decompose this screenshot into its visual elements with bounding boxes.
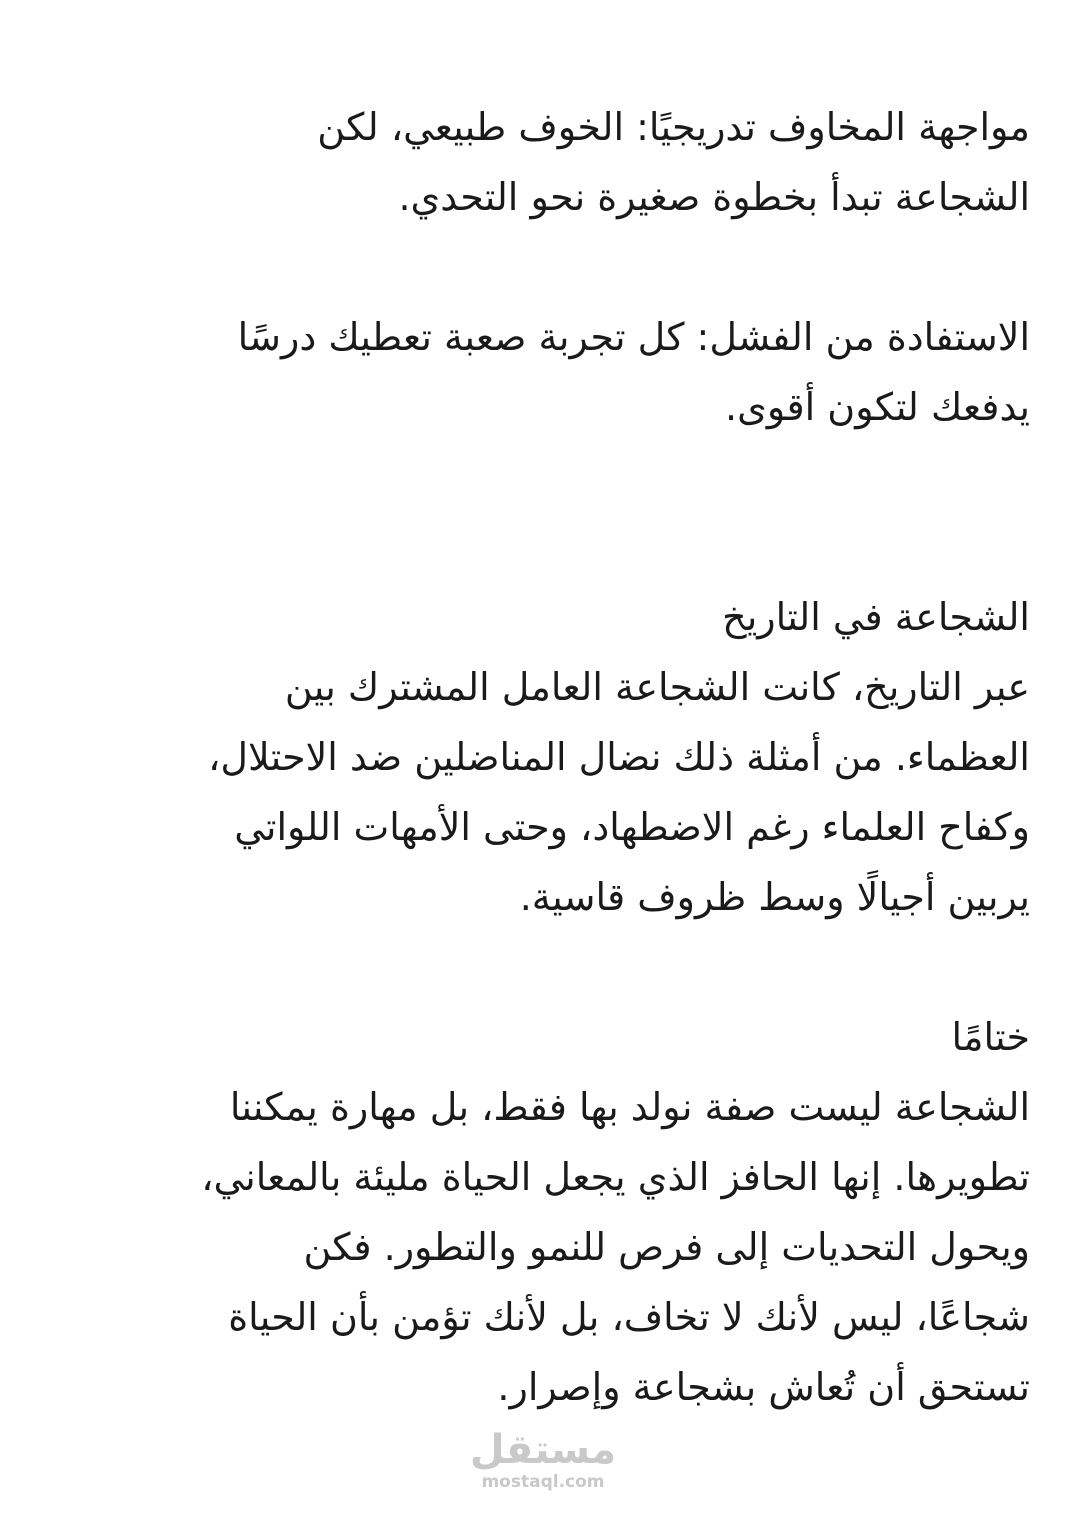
text-line: تستحق أن تُعاش بشجاعة وإصرار. bbox=[497, 1365, 1030, 1409]
mostaql-watermark bbox=[468, 1428, 618, 1492]
text-line: وكفاح العلماء رغم الاضطهاد، وحتى الأمهات اللواتي bbox=[234, 805, 1030, 849]
document-body bbox=[30, 92, 1030, 1422]
text-line: مواجهة المخاوف تدريجيًا: الخوف طبيعي، لكن bbox=[317, 105, 1030, 149]
text-line: الاستفادة من الفشل: كل تجربة صعبة تعطيك درسًا bbox=[237, 315, 1030, 359]
text-line: الشجاعة ليست صفة نولد بها فقط، بل مهارة يمكننا bbox=[229, 1085, 1030, 1129]
paragraph-learning-from-failure bbox=[30, 302, 1030, 442]
text-line: شجاعًا، ليس لأنك لا تخاف، بل لأنك تؤمن بأن الحياة bbox=[228, 1295, 1030, 1339]
text-line: يربين أجيالًا وسط ظروف قاسية. bbox=[519, 875, 1030, 919]
watermark-latin: mostaql.com bbox=[481, 1472, 605, 1492]
text-line: ويحول التحديات إلى فرص للنمو والتطور. فكن bbox=[303, 1225, 1030, 1269]
text-line: عبر التاريخ، كانت الشجاعة العامل المشترك بين bbox=[284, 665, 1030, 709]
text-line: العظماء. من أمثلة ذلك نضال المناضلين ضد الاحتلال، bbox=[208, 735, 1030, 779]
section-heading: ختامًا bbox=[951, 1015, 1030, 1059]
text-line: تطويرها. إنها الحافز الذي يجعل الحياة مليئة بالمعاني، bbox=[201, 1155, 1030, 1199]
section-courage-in-history bbox=[30, 582, 1030, 932]
text-line: يدفعك لتكون أقوى. bbox=[725, 385, 1030, 429]
watermark-arabic: مستقل bbox=[469, 1427, 617, 1473]
section-heading: الشجاعة في التاريخ bbox=[722, 595, 1030, 639]
section-conclusion bbox=[30, 1002, 1030, 1422]
paragraph-facing-fears bbox=[30, 92, 1030, 232]
text-line: الشجاعة تبدأ بخطوة صغيرة نحو التحدي. bbox=[398, 175, 1030, 219]
